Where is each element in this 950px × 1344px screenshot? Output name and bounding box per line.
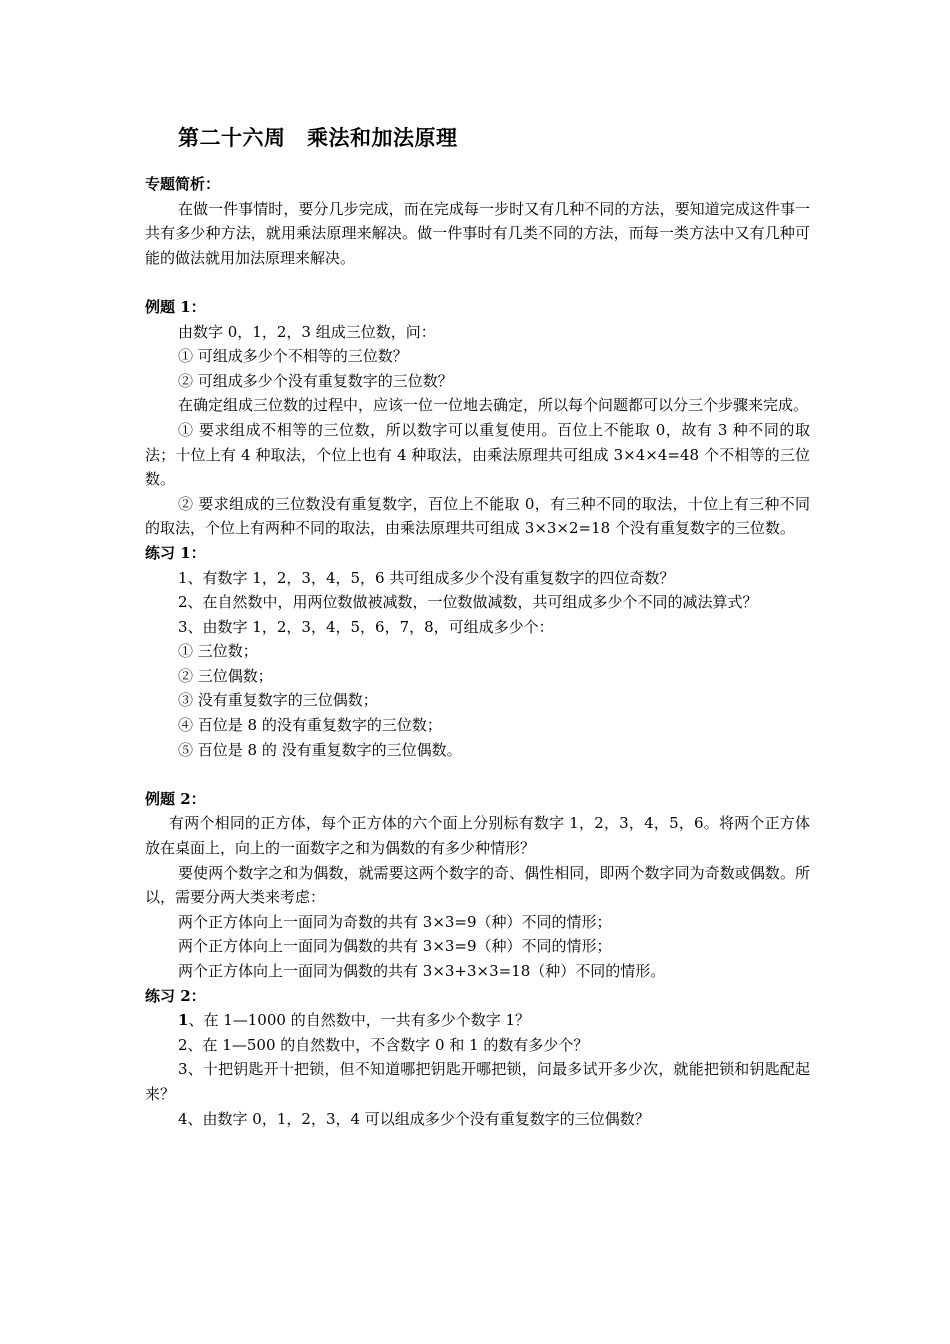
practice1-item: ③ 没有重复数字的三位偶数；	[178, 691, 378, 710]
example2-problem: 有两个相同的正方体，每个正方体的六个面上分别标有数字 1，2，3，4，5，6。将两个正方体放在桌面上，向上的一面数字之和为偶数的有多少种情形？	[145, 814, 810, 858]
spacer	[145, 270, 810, 295]
practice2-heading: 练习 2：	[145, 986, 206, 1005]
example2-section	[145, 787, 810, 984]
practice1-item: ⑤ 百位是 8 的 没有重复数字的三位偶数。	[178, 740, 462, 759]
practice2-section	[145, 984, 810, 1132]
example1-line: 由数字 0，1，2，3 组成三位数，问：	[178, 322, 436, 341]
example1-line: ① 可组成多少个不相等的三位数？	[178, 347, 408, 366]
practice1-item: ② 三位偶数；	[178, 666, 273, 685]
example2-line: 两个正方体向上一面同为偶数的共有 3×3+3×3=18（种）不同的情形。	[178, 962, 666, 980]
practice2-item-2: 2、在 1—500 的自然数中，不含数字 0 和 1 的数有多少个？	[178, 1035, 589, 1054]
example1-line: ② 可组成多少个没有重复数字的三位数？	[178, 371, 453, 390]
example1-solution-1: ① 要求组成不相等的三位数，所以数字可以重复使用。百位上不能取 0，故有 3 种不同的取法；十位上有 4 种取法，个位上也有 4 种取法，由乘法原理共可组成 3×4×4=48 个不相等的三位数。	[145, 420, 810, 489]
practice1-item: 3、由数字 1，2，3，4，5，6，7，8，可组成多少个：	[178, 617, 554, 636]
page-title: 第二十六周 乘法和加法原理	[178, 125, 458, 150]
practice1-item: 1、有数字 1，2，3，4，5，6 共可组成多少个没有重复数字的四位奇数？	[178, 568, 675, 587]
practice1-heading: 练习 1：	[145, 543, 206, 562]
practice2-item-4: 4、由数字 0，1，2，3，4 可以组成多少个没有重复数字的三位偶数？	[178, 1109, 650, 1128]
practice1-item: ④ 百位是 8 的没有重复数字的三位数；	[178, 716, 442, 735]
example2-line: 两个正方体向上一面同为奇数的共有 3×3=9（种）不同的情形；	[178, 912, 612, 931]
practice1-item: 2、在自然数中，用两位数做被减数，一位数做减数，共可组成多少个不同的减法算式？	[178, 593, 758, 612]
practice2-item-1-text: 、在 1—1000 的自然数中，一共有多少个数字 1？	[188, 1011, 531, 1030]
intro-section	[145, 172, 810, 270]
example2-line: 两个正方体向上一面同为偶数的共有 3×3=9（种）不同的情形；	[178, 937, 612, 956]
example1-analysis: 在确定组成三位数的过程中，应该一位一位地去确定，所以每个问题都可以分三个步骤来完成。	[178, 396, 809, 415]
example2-analysis: 要使两个数字之和为偶数，就需要这两个数字的奇、偶性相同，即两个数字同为奇数或偶数。所以，需要分两大类来考虑：	[145, 863, 810, 907]
practice1-item: ① 三位数；	[178, 642, 258, 661]
spacer	[145, 156, 810, 172]
practice2-item-3: 3、十把钥匙开十把锁，但不知道哪把钥匙开哪把锁，问最多试开多少次，就能把锁和钥匙配起来？	[145, 1060, 810, 1103]
example1-solution-2: ② 要求组成的三位数没有重复数字，百位上不能取 0，有三种不同的取法，十位上有三种不同的取法，个位上有两种不同的取法，由乘法原理共可组成 3×3×2=18 个没有重复数字的三位数。	[145, 494, 810, 538]
spacer	[145, 762, 810, 787]
example1-heading: 例题 1：	[145, 297, 206, 316]
intro-heading: 专题简析：	[145, 175, 221, 193]
practice2-item-1-number: 1	[178, 1011, 189, 1030]
intro-paragraph: 在做一件事情时，要分几步完成，而在完成每一步时又有几种不同的方法，要知道完成这件事一共有多少种方法，就用乘法原理来解决。做一件事时有几类不同的方法，而每一类方法中又有几种可能的做法就用加法原理来解决。	[145, 199, 810, 267]
practice1-section	[145, 541, 810, 762]
example1-section	[145, 295, 810, 541]
practice2-item-1	[145, 1008, 810, 1033]
document-page	[145, 120, 810, 1131]
example2-heading: 例题 2：	[145, 789, 206, 808]
